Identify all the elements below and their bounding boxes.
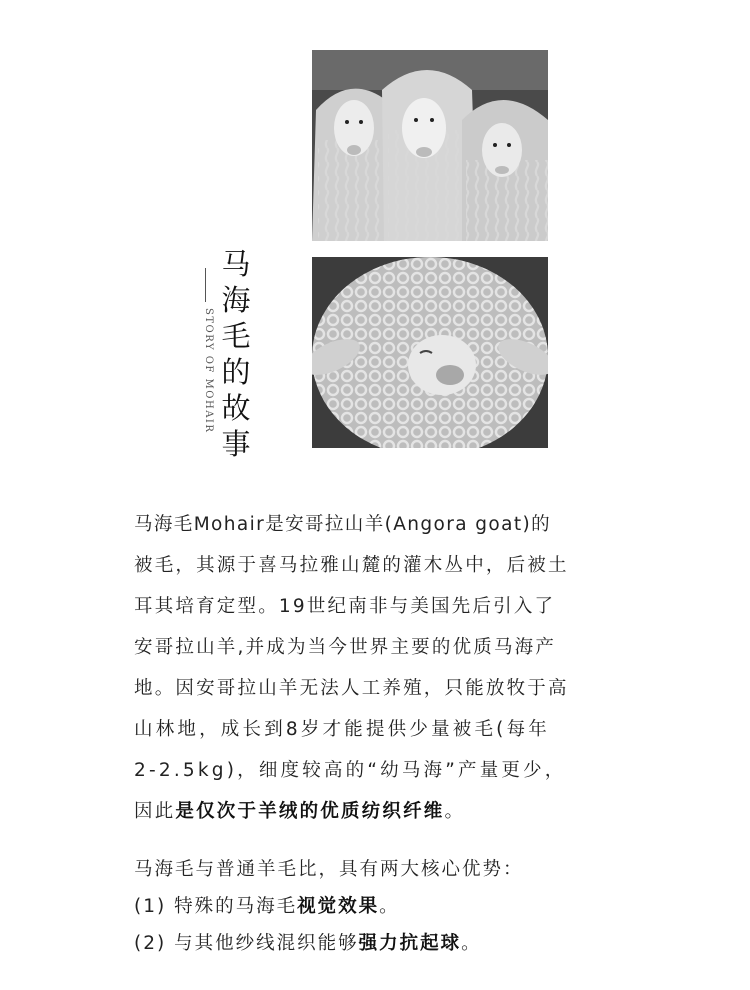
- goat-closeup-photo: [312, 257, 548, 448]
- intro-line: 耳其培育定型。19世纪南非与美国先后引入了: [134, 596, 556, 617]
- intro-line: 2-2.5kg)，细度较高的“幼马海”产量更少，: [134, 760, 567, 781]
- section-title: [198, 246, 258, 461]
- intro-line: 地。因安哥拉山羊无法人工养殖，只能放牧于高: [134, 678, 569, 699]
- intro-line: 山林地，成长到8岁才能提供少量被毛(每年: [134, 719, 550, 740]
- intro-text: 。: [444, 801, 466, 822]
- advantage-highlight: 视觉效果: [297, 896, 380, 917]
- intro-highlight: 是仅次于羊绒的优质纺织纤维: [175, 801, 445, 822]
- title-english: STORY OF MOHAIR: [203, 308, 214, 434]
- title-char: 的: [221, 355, 251, 389]
- intro-line-conclusion: [134, 791, 624, 832]
- title-char: 事: [221, 427, 251, 461]
- goats-photo-top: [312, 50, 548, 241]
- intro-line: 马海毛Mohair是安哥拉山羊(Angora goat)的: [134, 514, 552, 535]
- title-char: 故: [221, 391, 251, 425]
- intro-line: 被毛，其源于喜马拉雅山麓的灌木丛中，后被土: [134, 555, 569, 576]
- title-chinese: [220, 246, 252, 462]
- advantage-item: [134, 925, 624, 962]
- advantage-highlight: 强力抗起球: [358, 933, 462, 954]
- title-divider-line: [205, 268, 206, 302]
- advantage-text: 。: [461, 933, 482, 954]
- advantage-text: 。: [379, 896, 400, 917]
- advantages-heading: 马海毛与普通羊毛比，具有两大核心优势：: [134, 859, 524, 880]
- title-char: 毛: [221, 319, 251, 353]
- advantage-text: (1) 特殊的马海毛: [134, 896, 298, 917]
- title-char: 海: [221, 283, 251, 317]
- intro-text: 因此: [134, 801, 176, 822]
- intro-line: 安哥拉山羊,并成为当今世界主要的优质马海产: [134, 637, 557, 658]
- advantage-item: [134, 888, 624, 925]
- advantages-section: [134, 851, 624, 962]
- intro-paragraph: [134, 504, 624, 832]
- title-char: 马: [221, 247, 251, 281]
- advantage-text: (2) 与其他纱线混织能够: [134, 933, 359, 954]
